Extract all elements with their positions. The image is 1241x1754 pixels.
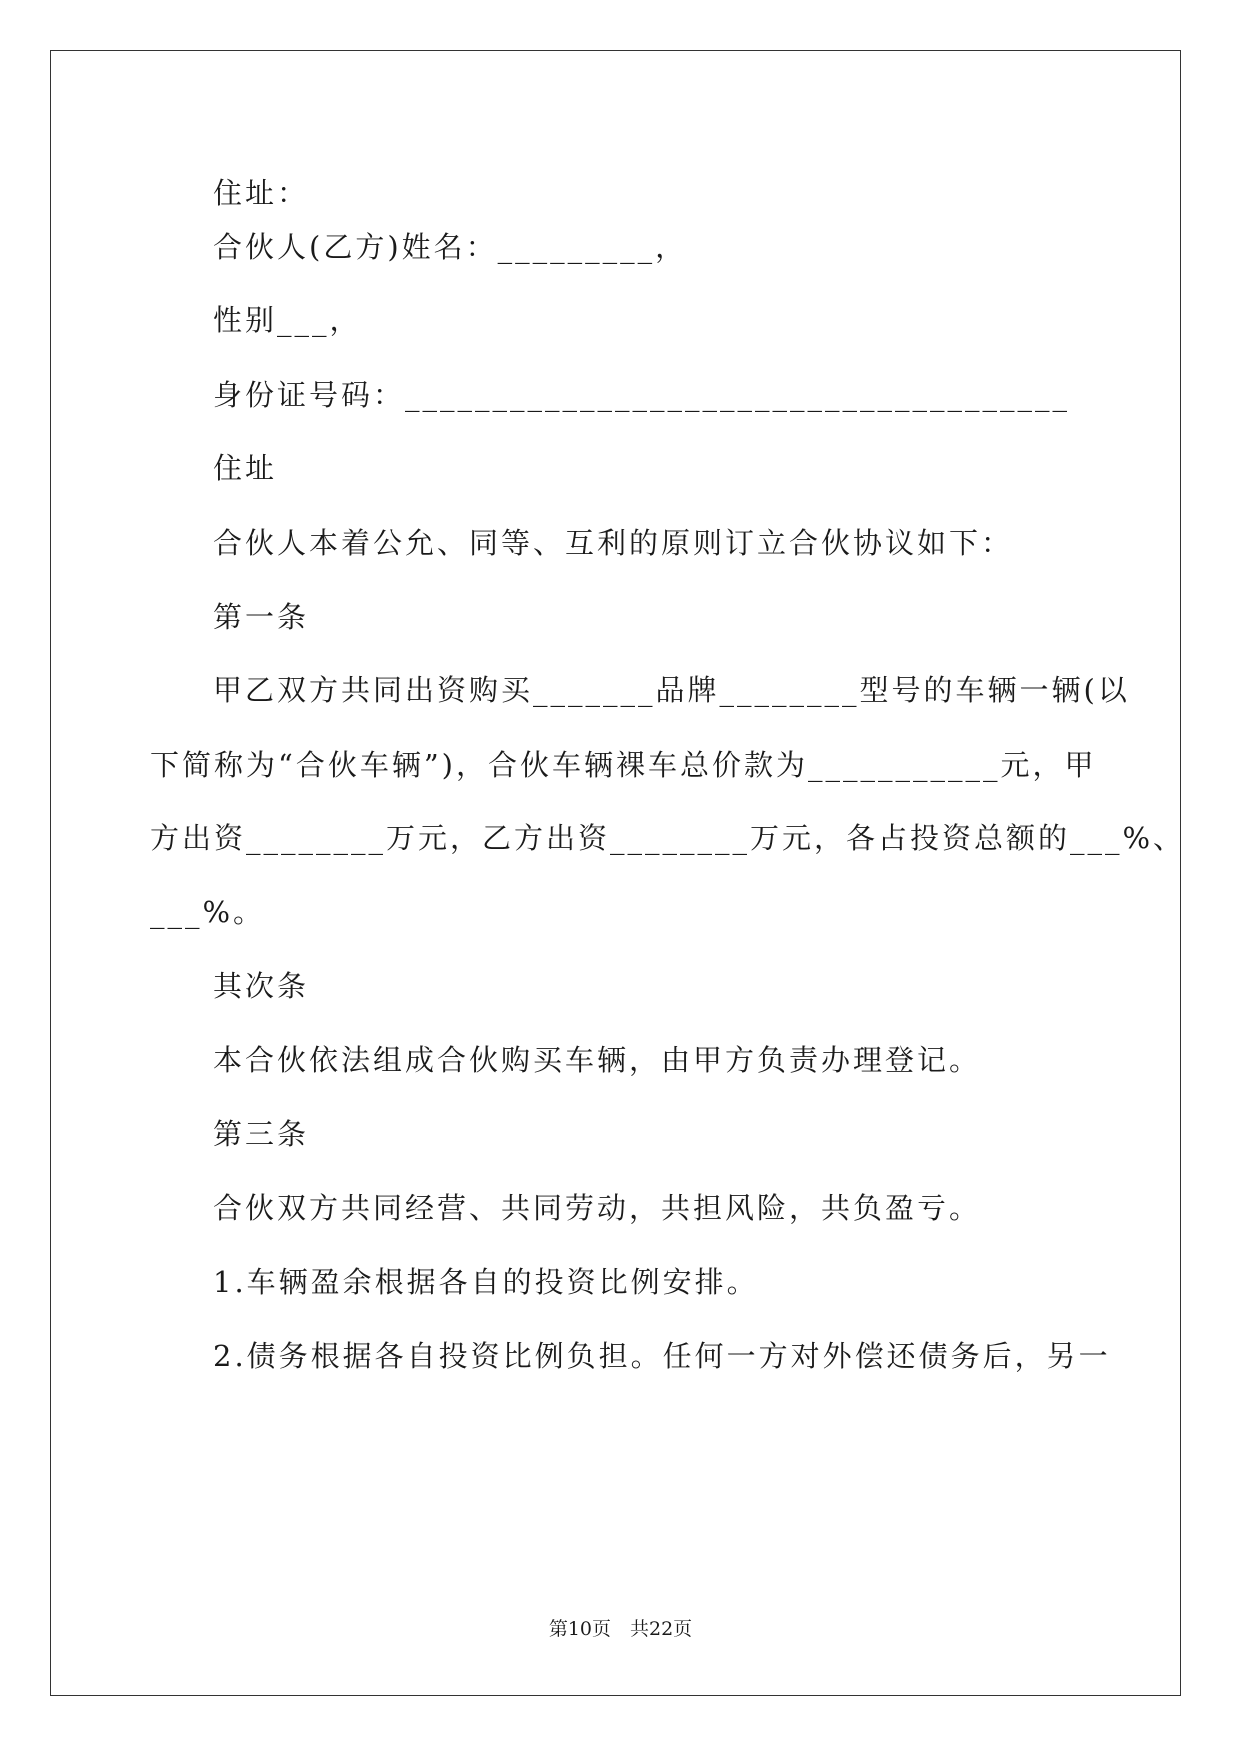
article-2-heading: 其次条 xyxy=(213,969,310,1003)
article-3-heading: 第三条 xyxy=(213,1117,310,1151)
article-1-paragraph-line-3: 方出资________万元，乙方出资________万元，各占投资总额的___%、 xyxy=(150,821,1186,855)
page-border xyxy=(50,50,1181,1696)
article-3-paragraph: 合伙双方共同经营、共同劳动，共担风险，共负盈亏。 xyxy=(213,1191,982,1225)
address-label: 住址： xyxy=(213,176,310,210)
article-3-item-2: 2.债务根据各自投资比例负担。任何一方对外偿还债务后，另一 xyxy=(213,1339,1111,1373)
agreement-intro: 合伙人本着公允、同等、互利的原则订立合伙协议如下： xyxy=(213,526,1014,560)
article-1-paragraph-line-4: ___%。 xyxy=(150,895,266,929)
partner-b-name-line: 合伙人(乙方)姓名：_________， xyxy=(213,230,688,264)
article-2-paragraph: 本合伙依法组成合伙购买车辆，由甲方负责办理登记。 xyxy=(213,1043,982,1077)
gender-line: 性别___， xyxy=(213,303,362,337)
page-number-footer: 第10页 共22页 xyxy=(548,1618,693,1640)
id-number-line: 身份证号码：______________________________________ xyxy=(213,378,1071,412)
article-1-heading: 第一条 xyxy=(213,600,310,634)
article-1-paragraph-line-1: 甲乙双方共同出资购买_______品牌________型号的车辆一辆(以 xyxy=(213,673,1130,707)
address-label-2: 住址 xyxy=(213,451,278,485)
article-1-paragraph-line-2: 下简称为“合伙车辆”)，合伙车辆裸车总价款为___________元，甲 xyxy=(150,748,1097,782)
article-3-item-1: 1.车辆盈余根据各自的投资比例安排。 xyxy=(213,1265,759,1299)
